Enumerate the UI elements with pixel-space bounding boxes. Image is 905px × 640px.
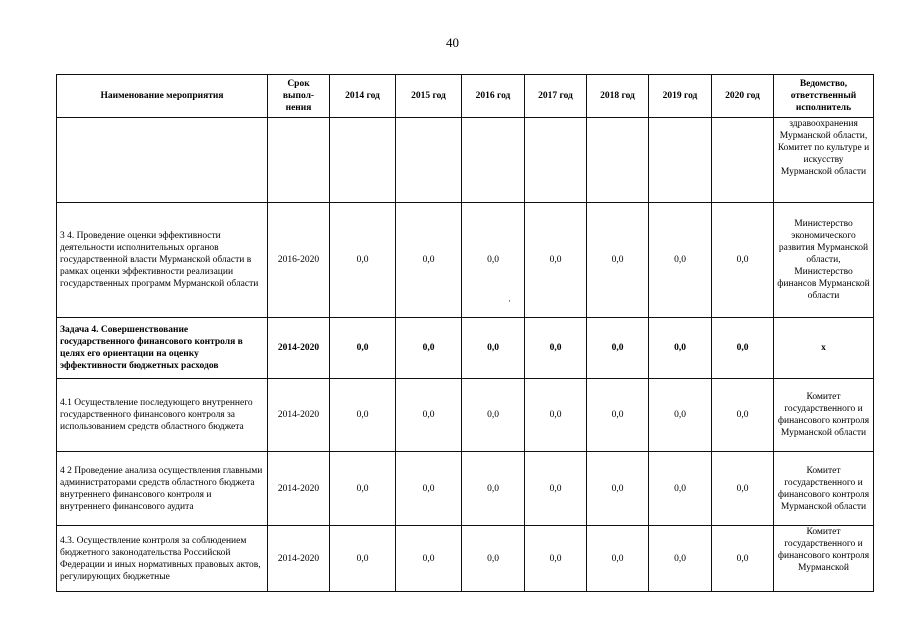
row-value — [712, 118, 774, 203]
row-value: 0,0 — [525, 318, 587, 379]
row-name: Задача 4. Совершенствование государственного финансового контроля в целях его ориентации на оценку эффективности бюджетных расходов — [57, 318, 268, 379]
table-row — [57, 526, 874, 592]
row-value: 0,0 — [462, 526, 525, 592]
row-period: 2014-2020 — [268, 526, 330, 592]
row-value — [525, 118, 587, 203]
row-value: 0,0 — [396, 203, 462, 318]
row-value: 0,0 — [712, 203, 774, 318]
row-value — [396, 118, 462, 203]
row-value: 0,0 — [330, 203, 396, 318]
row-value: 0,0 — [712, 526, 774, 592]
header-dept: Ведомство, ответственный исполнитель — [774, 75, 874, 118]
row-value: 0,0 — [396, 379, 462, 452]
row-name: 4.1 Осуществление последующего внутреннего государственного финансового контроля за использованием средств областного бюджета — [57, 379, 268, 452]
table-row — [57, 318, 874, 379]
row-period: 2014-2020 — [268, 318, 330, 379]
header-row — [57, 75, 874, 118]
row-value: 0,0 — [712, 379, 774, 452]
row-value: 0,0 — [462, 203, 525, 318]
activities-table — [56, 74, 874, 592]
row-value: 0,0 — [587, 379, 649, 452]
row-value: 0,0 — [649, 452, 712, 526]
page-number: 40 — [446, 35, 459, 50]
row-dept: Министерство экономического развития Мурманской области, Министерство финансов Мурманской области — [774, 203, 874, 318]
header-name: Наименование мероприятия — [57, 75, 268, 118]
row-value — [462, 118, 525, 203]
table-row — [57, 452, 874, 526]
row-value: 0,0 — [330, 318, 396, 379]
row-value: 0,0 — [587, 526, 649, 592]
row-value: 0,0 — [649, 379, 712, 452]
row-dept: здравоохранения Мурманской области, Комитет по культуре и искусству Мурманской области — [774, 118, 874, 203]
row-name: 3 4. Проведение оценки эффективности деятельности исполнительных органов государственной власти Мурманской области в рамках оценки эффективности реализации государственных программ Мурманской области — [57, 203, 268, 318]
row-value: 0,0 — [525, 203, 587, 318]
row-value: 0,0 — [649, 526, 712, 592]
header-year-2017: 2017 год — [525, 75, 587, 118]
row-value: 0,0 — [587, 318, 649, 379]
header-year-2014: 2014 год — [330, 75, 396, 118]
row-dept: Комитет государственного и финансового контроля Мурманской — [774, 526, 874, 592]
row-value: 0,0 — [462, 318, 525, 379]
row-value: 0,0 — [330, 526, 396, 592]
row-value: 0,0 — [462, 379, 525, 452]
row-name: 4 2 Проведение анализа осуществления главными администраторами средств областного бюджета внутреннего финансового контроля и внутреннего финансового аудита — [57, 452, 268, 526]
row-period: 2014-2020 — [268, 452, 330, 526]
header-year-2019: 2019 год — [649, 75, 712, 118]
header-period: Срок выпол-нения — [268, 75, 330, 118]
header-year-2016: 2016 год — [462, 75, 525, 118]
row-value: 0,0 — [712, 452, 774, 526]
row-value — [330, 118, 396, 203]
row-value: 0,0 — [396, 526, 462, 592]
row-period: 2014-2020 — [268, 379, 330, 452]
row-dept: х — [774, 318, 874, 379]
row-value — [649, 118, 712, 203]
table-row — [57, 118, 874, 203]
row-value: 0,0 — [525, 452, 587, 526]
row-value: 0,0 — [712, 318, 774, 379]
row-value: 0,0 — [396, 318, 462, 379]
row-dept: Комитет государственного и финансового контроля Мурманской области — [774, 379, 874, 452]
row-value: 0,0 — [587, 452, 649, 526]
row-value: 0,0 — [462, 452, 525, 526]
row-period — [268, 118, 330, 203]
header-year-2015: 2015 год — [396, 75, 462, 118]
row-value: 0,0 — [587, 203, 649, 318]
row-name — [57, 118, 268, 203]
row-value: 0,0 — [330, 452, 396, 526]
table-row — [57, 379, 874, 452]
row-value: 0,0 — [330, 379, 396, 452]
table-row — [57, 203, 874, 318]
row-value: 0,0 — [525, 379, 587, 452]
row-name: 4.3. Осуществление контроля за соблюдением бюджетного законодательства Российской Федерации и иных нормативных правовых актов, регулирующих бюджетные — [57, 526, 268, 592]
row-value — [587, 118, 649, 203]
row-value: 0,0 — [396, 452, 462, 526]
row-dept: Комитет государственного и финансового контроля Мурманской области — [774, 452, 874, 526]
row-value: 0,0 — [649, 318, 712, 379]
row-value: 0,0 — [649, 203, 712, 318]
row-value: 0,0 — [525, 526, 587, 592]
header-year-2020: 2020 год — [712, 75, 774, 118]
scan-speck: · — [508, 296, 511, 306]
header-year-2018: 2018 год — [587, 75, 649, 118]
row-period: 2016-2020 — [268, 203, 330, 318]
